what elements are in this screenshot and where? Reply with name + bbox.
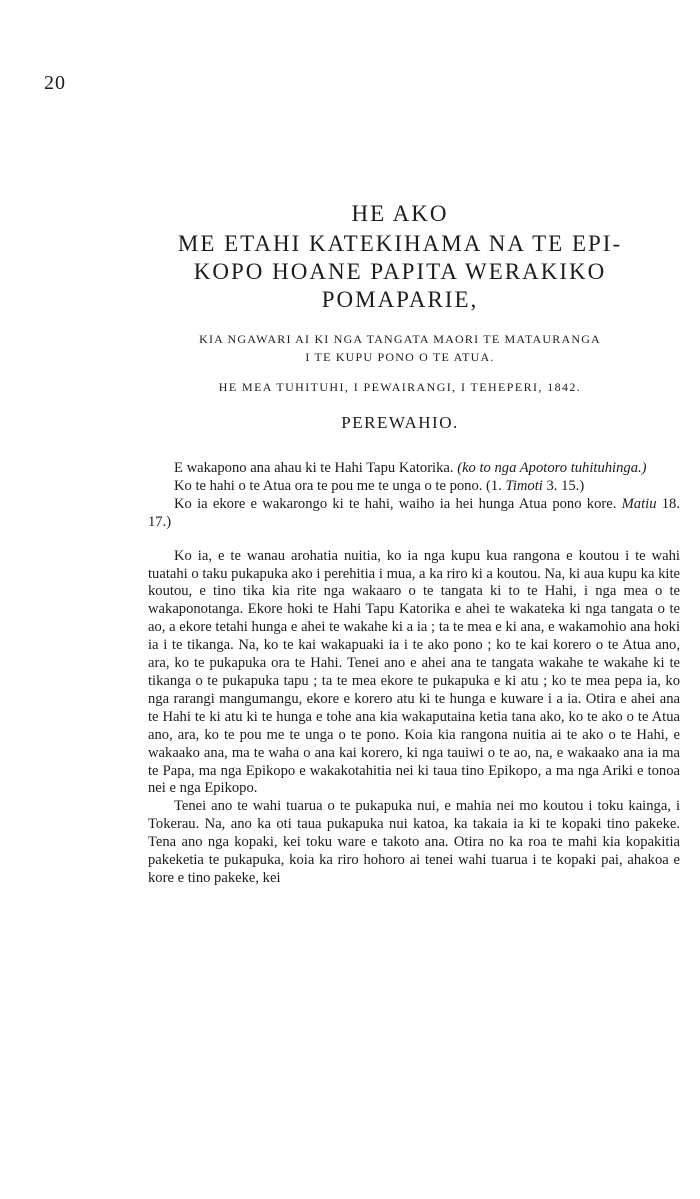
paragraph-1: [148, 460, 680, 478]
title-line-1: HE AKO: [351, 201, 449, 226]
title-line-3: KOPO HOANE PAPITA WERAKIKO: [193, 259, 607, 284]
section-heading: PEREWAHIO.: [341, 413, 459, 432]
title-line-4: POMAPARIE,: [321, 287, 479, 312]
subtitle-line-1: KIA NGAWARI AI KI NGA TANGATA MAORI TE MATAURANGA: [199, 332, 601, 346]
paragraph-2-text: Ko te hahi o te Atua ora te pou me te unga o te pono. (1.: [174, 477, 506, 494]
body-text: [148, 460, 680, 888]
page-number: 20: [44, 72, 66, 94]
paragraph-5: Tenei ano te wahi tuarua o te pukapuka nui, e mahia nei mo koutou i toku kainga, i Tokerau. Na, ano ka oti taua pukapuka nui katoa, ka takaia ia ki te kopaki tino pakeke. Tena ano nga kopaki, kei toku ware e takoto ana. Otira no ka roa te mahi kia kopakitia pakeketia te pukapuka, koia ka riro hohoro ai tenei wahi tuarua i te kopaki pai, ahakoa e kore e tino pakeke, kei: [148, 798, 680, 886]
paragraph-4: Ko ia, e te wanau arohatia nuitia, ko ia nga kupu kua rangona e koutou i te wahi tuatahi o taku pukapuka ako i perehitia i mua, a ka riro ki a koutou. Na, ki aua kupu ka kite koutou, e tino tika kia rite nga wakaaro o te tangata ki to te Hahi, i nga mea o te wakaponotanga. Ekore hoki te Hahi Tapu Katorika e ahei te wakateka ki nga tangata o te ao, a ekore tetahi hunga e ahei te wakahe ki a ia ; ta te mea e ki ana, e wakamohio ana hoki ia i te tikanga. Na, ko te kai wakapuaki ia i te ako pono ; ko te kai korero o te Atua ano, ara, ko te pukapuka ora te Hahi. Tenei ano e ahei ana te tangata wakahe te wakahe ki te tikanga o te pukapuka tapu ; ta te mea ekore te pukapuka e ki atu ; ko te mea pepa ia, ko nga rarangi mangumangu, ekore e korero atu ki te hunga e kuware i a ia. Otira e ahei ana te Hahi te ki atu ki te hunga e tohe ana kia wakaputaina ketia tana ako, ko te ako o te Atua ano, ara, ko te pou me te unga o te pono. Koia kia rangona nuitia ai te ako o te Hahi, e wakaako ana, ma te waha o ana kai korero, ki nga tauiwi o te ao, na, e wakaako ana ia ma te Papa, ma nga Epikopo e wakakotahitia nei ki taua tino Epikopo, a ma nga Ariki e tonoa nei e nga Epikopo.: [148, 547, 680, 797]
subtitle-line-2: I TE KUPU PONO O TE ATUA.: [305, 350, 495, 364]
paragraph-3-end: 18. 17.): [148, 495, 680, 530]
subtitle: [140, 330, 660, 366]
title-block: [140, 200, 660, 433]
dateline: HE MEA TUHITUHI, I PEWAIRANGI, I TEHEPERI, 1842.: [218, 380, 582, 394]
paragraph-1-text: E wakapono ana ahau ki te Hahi Tapu Katorika.: [174, 460, 458, 476]
paragraph-2: [148, 478, 680, 496]
paragraph-2-reference: Timoti: [505, 477, 543, 494]
paragraph-1-reference: (ko to nga Apotoro tuhituhinga.): [457, 460, 647, 476]
title-line-2: ME ETAHI KATEKIHAMA NA TE EPI-: [177, 231, 623, 256]
paragraph-3: [148, 496, 680, 532]
paragraph-3-reference: Matiu: [621, 495, 657, 512]
paragraph-2-end: 3. 15.): [542, 477, 585, 494]
paragraph-3-text: Ko ia ekore e wakarongo ki te hahi, waiho ia hei hunga Atua pono kore.: [174, 495, 622, 512]
